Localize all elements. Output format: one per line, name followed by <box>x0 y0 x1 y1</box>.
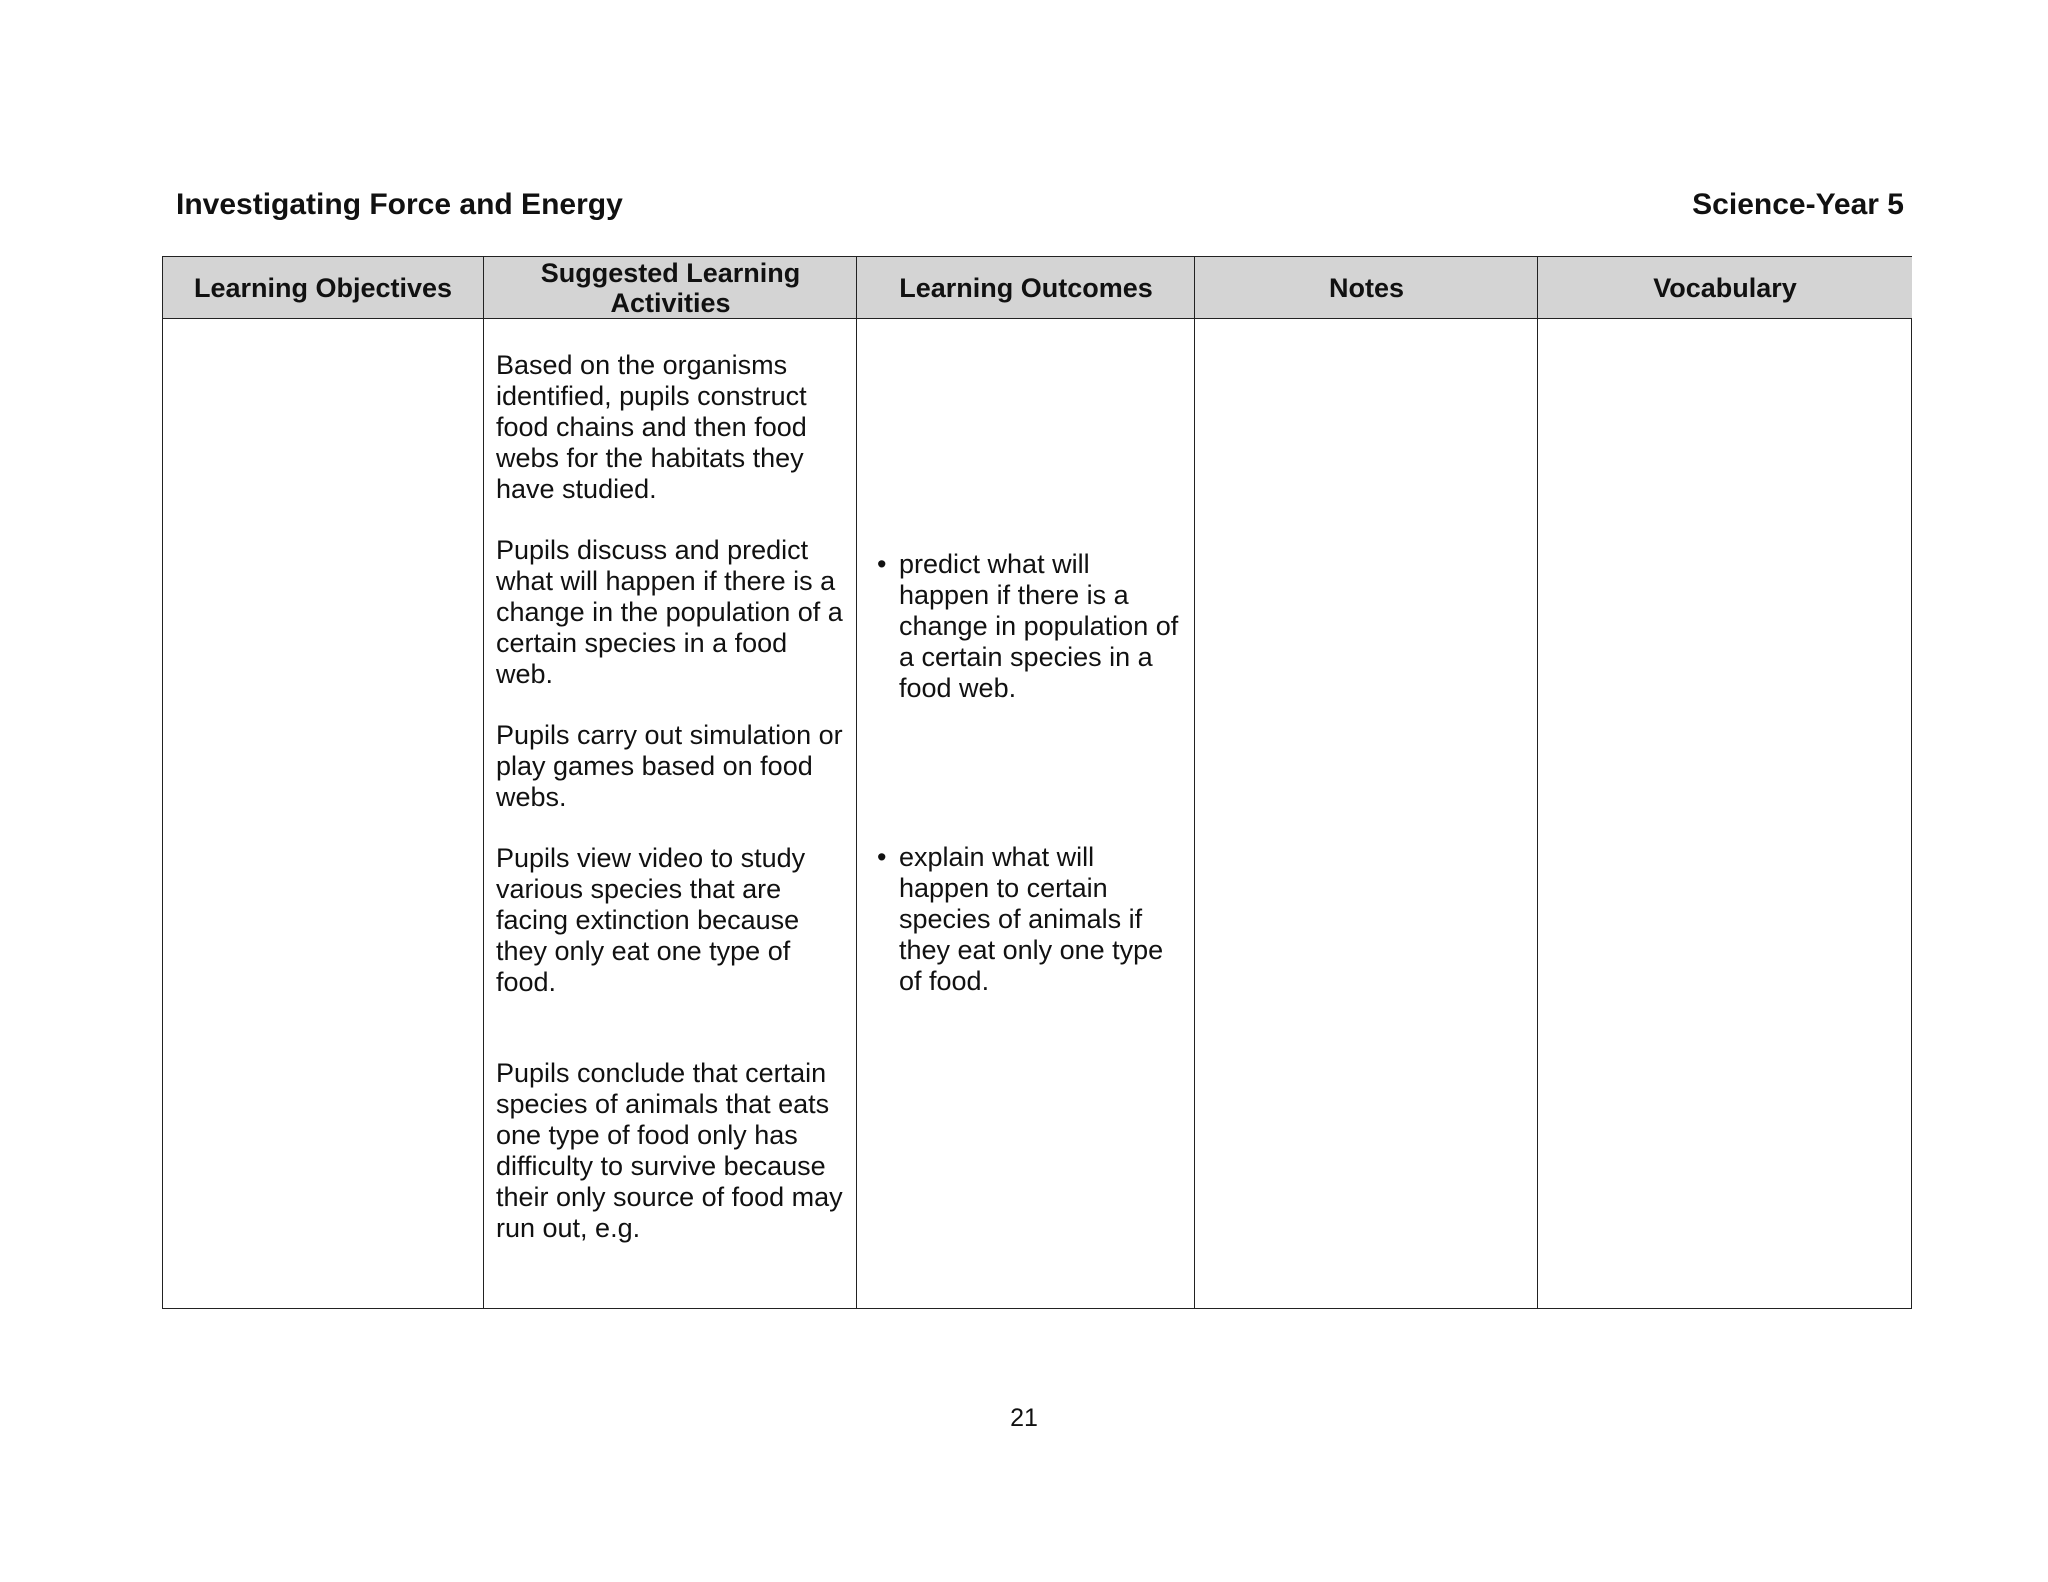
section-title: Investigating Force and Energy <box>176 188 623 221</box>
activity-food-webs: Based on the organisms identified, pupils construct food chains and then food webs for the habitats they have studied. <box>496 350 807 504</box>
page-number: 21 <box>1010 1404 1038 1432</box>
header-vocabulary: Vocabulary <box>1538 257 1912 319</box>
header-learning-objectives: Learning Objectives <box>163 257 483 319</box>
activity-predict-population: Pupils discuss and predict what will happen if there is a change in the population of a certain species in a food web. <box>496 535 843 689</box>
subject-title: Science-Year 5 <box>1692 188 1904 221</box>
activity-video-extinction: Pupils view video to study various species that are facing extinction because they only eat one type of food. <box>496 843 806 997</box>
column-suggested-activities <box>483 257 857 1308</box>
column-vocabulary <box>1537 257 1912 1308</box>
activity-simulation-games: Pupils carry out simulation or play games based on food webs. <box>496 720 843 812</box>
header-suggested-activities: Suggested Learning Activities <box>484 257 857 319</box>
column-learning-objectives <box>163 257 483 1308</box>
header-notes: Notes <box>1195 257 1538 319</box>
header-learning-outcomes: Learning Outcomes <box>857 257 1195 319</box>
column-learning-outcomes <box>856 257 1195 1308</box>
outcome-predict: • predict what will happen if there is a change in population of a certain species in a food web. <box>899 549 1183 704</box>
column-notes <box>1194 257 1538 1308</box>
curriculum-table <box>162 256 1912 1309</box>
activity-conclusion: Pupils conclude that certain species of animals that eats one type of food only has difficulty to survive because their only source of food may run out, e.g. <box>496 1058 843 1243</box>
outcome-explain: • explain what will happen to certain species of animals if they eat only one type of food. <box>899 842 1183 997</box>
